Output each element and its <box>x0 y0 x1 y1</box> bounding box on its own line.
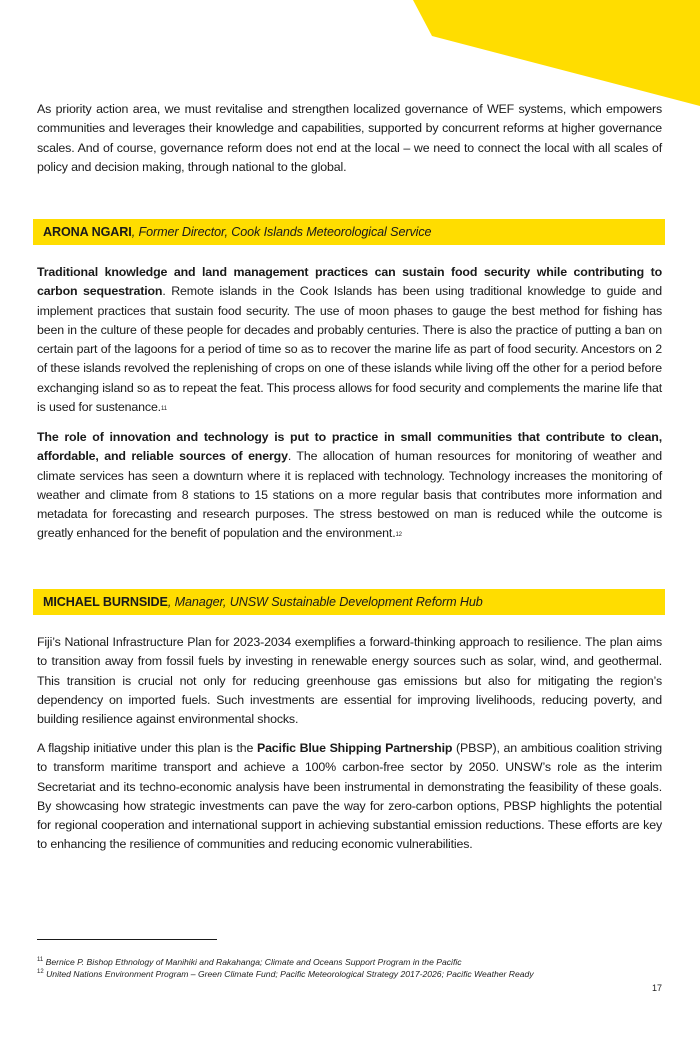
speaker-role: , Former Director, Cook Islands Meteorological Service <box>131 225 432 239</box>
intro-paragraph-block <box>37 100 662 177</box>
paragraph-lead: Traditional knowledge and land management practices can sustain food security while contributing to carbon sequestration <box>37 265 662 299</box>
section-michael-paragraph-1 <box>37 633 662 729</box>
paragraph-lead: The role of innovation and technology is put to practice in small communities that contribute to clean, affordable, and reliable sources of energy <box>37 430 662 464</box>
paragraph-text: . Remote islands in the Cook Islands has been using traditional knowledge to guide and implement practices that sustain food security. The use of moon phases to gauge the best method for fishing has been in the culture of these people for decades and probably centuries. There is also the practice of putting a ban on certain part of the lagoons for a period of time so as to recover the marine life as part of food security. Ancestors on 2 of these islands revolved the replenishing of crops on one of these islands while living off the other for a period before exchanging island so as to repeat the feat. This process allows for food security and complements the marine life that is used for sustenance. <box>37 284 663 415</box>
footnote-ref[interactable]: 12 <box>395 532 402 539</box>
section-arona-paragraph-1 <box>37 263 662 420</box>
footnote-text: United Nations Environment Program – Green Climate Fund; Pacific Meteorological Strategy 2017-2026; Pacific Weather Ready <box>46 968 534 979</box>
footnote-number: 11 <box>37 957 44 963</box>
section-arona-paragraph-2 <box>37 428 662 547</box>
body-paragraph: Fiji’s National Infrastructure Plan for 2023-2034 exemplifies a forward-thinking approach to resilience. The plan aims to transition away from fossil fuels by investing in renewable energy sources such as solar, wind, and geothermal. This transition is crucial not only for reducing greenhouse gas emissions but also for mitigating the region’s dependency on imported fuels. Such investments are essential for improving livelihoods, reducing poverty, and building resilience against environmental shocks. <box>37 635 662 727</box>
footnote-divider <box>37 939 217 940</box>
footnote-text: Bernice P. Bishop Ethnology of Manihiki and Rakahanga; Climate and Oceans Support Program in the Pacific <box>45 956 462 967</box>
speaker-name: MICHAEL BURNSIDE <box>43 595 168 609</box>
footnote-12 <box>37 967 534 980</box>
paragraph-text: . The allocation of human resources for monitoring of weather and climate services has seen a downturn where it is replaced with technology. Technology increases the monitoring of weather and climate from 8 stations to 15 stations on a more regular basis that contributes more information and metadata for forecasting and research purposes. The stress bestowed on man is reduced while the outcome is greatly enhanced for the benefit of population and the environment. <box>37 449 662 541</box>
paragraph-text: (PBSP), an ambitious coalition striving to transform maritime transport and achieve a 100% carbon-free sector by 2050. UNSW’s role as the interim Secretariat and its techno-economic analysis have been instrumental in demonstrating the feasibility of these goals. By showcasing how strategic investments can pave the way for zero-carbon options, PBSP highlights the potential for regional cooperation and international support in achieving substantial emission reductions. These efforts are key to enhancing the resilience of communities and reducing economic vulnerabilities. <box>37 741 662 852</box>
footnote-11 <box>37 955 462 968</box>
footnote-number: 12 <box>37 969 44 975</box>
corner-decoration <box>0 0 700 110</box>
speaker-banner-michael-burnside <box>33 589 665 615</box>
page-number: 17 <box>651 983 662 993</box>
speaker-banner-arona-ngari <box>33 219 665 245</box>
body-paragraph <box>37 263 662 420</box>
body-paragraph <box>37 428 662 547</box>
paragraph-bold: Pacific Blue Shipping Partnership <box>256 741 453 755</box>
paragraph-text: A flagship initiative under this plan is the <box>37 741 257 755</box>
speaker-role: , Manager, UNSW Sustainable Development Reform Hub <box>167 595 483 609</box>
body-paragraph <box>37 739 662 855</box>
section-michael-paragraph-2 <box>37 739 662 855</box>
speaker-name: ARONA NGARI <box>43 225 132 239</box>
intro-paragraph: As priority action area, we must revitalise and strengthen localized governance of WEF systems, which empowers communities and leverages their knowledge and capabilities, supported by concurrent reforms at higher governance scales. And of course, governance reform does not end at the local – we need to connect the local with all scales of policy and decision making, through national to the global. <box>37 102 662 174</box>
footnote-ref[interactable]: 11 <box>160 406 167 413</box>
